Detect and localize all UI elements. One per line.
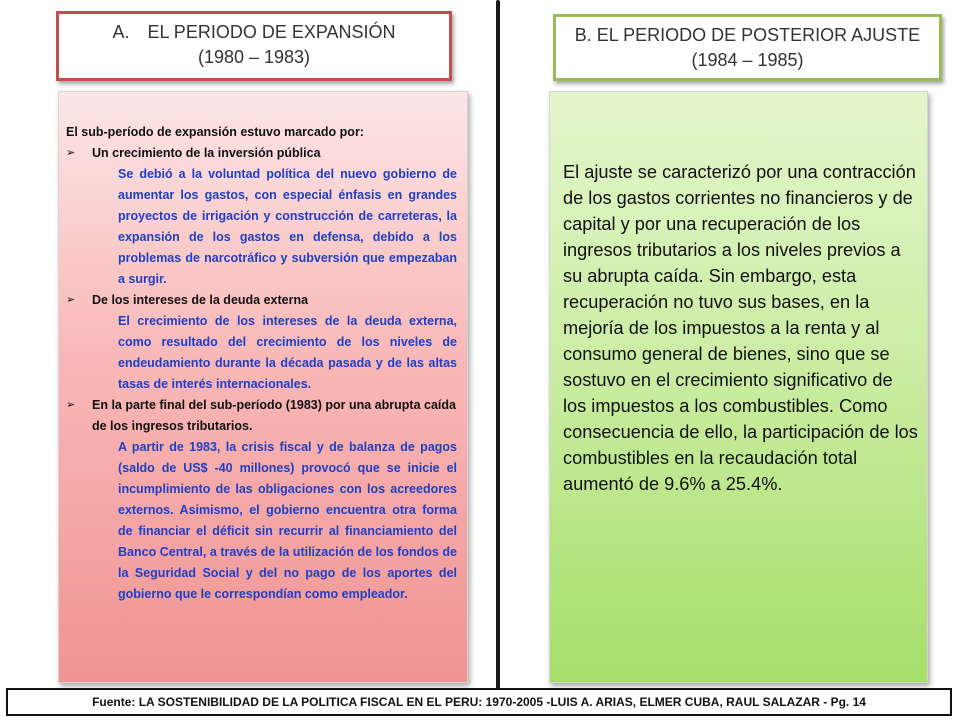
- bullet-detail: Se debió a la voluntad política del nuevo gobierno de aumentar los gastos, con especial énfasis en grandes proyectos de irrigación y construcción de carreteras, la expansión de los gastos en defensa, debido a los problemas de narcotráfico y subversión que empezaban a surgir.: [118, 167, 457, 286]
- section-b-title-line1: B. EL PERIODO DE POSTERIOR AJUSTE: [574, 25, 921, 45]
- source-footer: [6, 688, 952, 716]
- center-divider: [496, 0, 500, 692]
- section-a-title-line1: A. EL PERIODO DE EXPANSIÓN: [112, 22, 396, 42]
- bullet-item-inversion: [66, 143, 457, 164]
- bullet-heading: De los intereses de la deuda externa: [92, 293, 309, 307]
- bullet-heading: Un crecimiento de la inversión pública: [92, 146, 321, 160]
- section-a-intro: El sub-período de expansión estuvo marcado por:: [66, 125, 364, 139]
- arrow-bullet-icon: ➢: [66, 147, 76, 159]
- section-a-title: [56, 11, 452, 81]
- source-text: Fuente: LA SOSTENIBILIDAD DE LA POLITICA FISCAL EN EL PERU: 1970-2005 -LUIS A. ARIAS, ELMER CUBA, RAUL SALAZAR - Pg. 14: [92, 695, 866, 709]
- section-b-title-line2: (1984 – 1985): [691, 50, 804, 70]
- section-b-title: [553, 14, 942, 81]
- arrow-bullet-icon: ➢: [66, 399, 76, 411]
- bullet-item-caida-ingresos: [66, 395, 457, 437]
- bullet-item-intereses: [66, 290, 457, 311]
- section-b-body: El ajuste se caracterizó por una contracción de los gastos corrientes no financieros y de capital y por una recuperación de los ingresos tributarios a los niveles previos a su abrupta caída. Sin embargo, esta recuperación no tuvo sus bases, en la mejoría de los impuestos a la renta y al consumo general de bienes, sino que se sostuvo en el crecimiento significativo de los impuestos a los combustibles. Como consecuencia de ello, la participación de los combustibles en la recaudación total aumentó de 9.6% a 25.4%.: [563, 162, 918, 494]
- arrow-bullet-icon: ➢: [66, 294, 76, 306]
- section-a-panel: [58, 91, 468, 683]
- section-b-panel: [549, 91, 928, 683]
- bullet-heading: En la parte final del sub-período (1983) por una abrupta caída de los ingresos tributarios.: [92, 398, 456, 433]
- bullet-detail: El crecimiento de los intereses de la deuda externa, como resultado del crecimiento de los niveles de endeudamiento durante la década pasada y de las altas tasas de interés internacionales.: [118, 314, 457, 391]
- bullet-detail: A partir de 1983, la crisis fiscal y de balanza de pagos (saldo de US$ -40 millones) provocó que se inicie el incumplimiento de las obligaciones con los acreedores externos. Asimismo, el gobierno encuentra otra forma de financiar el déficit sin recurrir al financiamiento del Banco Central, a través de la utilización de los fondos de la Seguridad Social y del no pago de los aportes del gobierno que le correspondían como empleador.: [118, 440, 457, 601]
- section-a-title-line2: (1980 – 1983): [197, 47, 311, 67]
